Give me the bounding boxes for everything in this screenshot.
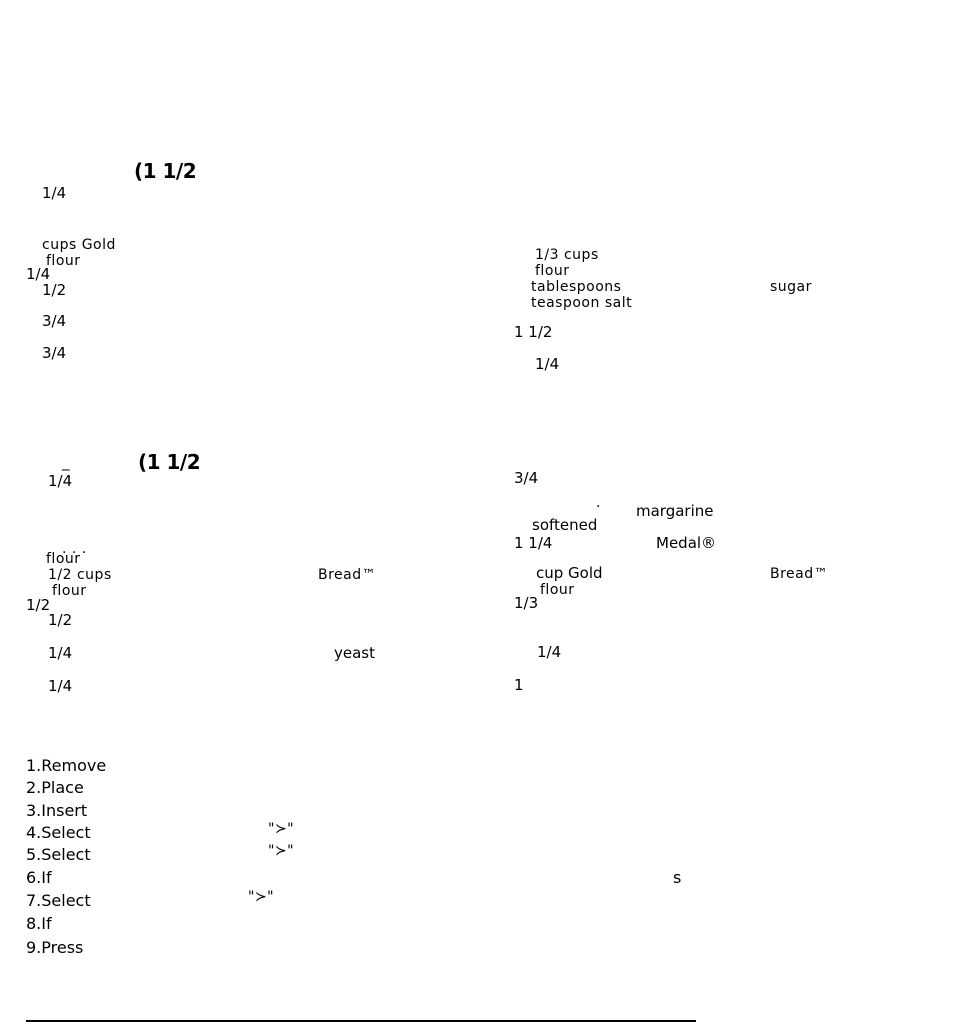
step-5: 5.Select	[26, 845, 91, 864]
loaf-2-third: 1/3	[514, 594, 539, 612]
loaf-2-bread-name: Bread™	[318, 567, 377, 583]
loaf-1-sugar-line-1: tablespoons	[531, 279, 622, 295]
loaf-1-yeast-amount: 3/4	[42, 344, 67, 362]
loaf-2-one: 1	[514, 676, 524, 694]
loaf-1-size: (1 1/2	[134, 159, 197, 183]
loaf-1-flour-line-2: flour	[46, 253, 81, 269]
loaf-1-water-amount: 1/4	[42, 184, 67, 202]
loaf-2-flour: flour	[46, 551, 81, 567]
step-4: 4.Select	[26, 823, 91, 842]
loaf-2-oil-amount: 1/2	[48, 611, 73, 629]
loaf-2-softened: softened	[532, 516, 598, 534]
loaf-2-medal-name: Medal®	[656, 534, 717, 552]
loaf-1-sugar-amount: 3/4	[42, 312, 67, 330]
step-7-symbol: "≻"	[248, 889, 275, 905]
loaf-2-yeast-amount: 1/4	[48, 644, 73, 662]
loaf-2-dots: . . .	[62, 541, 87, 557]
loaf-2-medal-amount: 1 1/4	[514, 534, 553, 552]
loaf-2-dash: _	[62, 453, 70, 471]
loaf-1-bread-flour-line-2: flour	[535, 263, 570, 279]
loaf-1-flour-line-1: cups Gold	[42, 237, 116, 253]
loaf-2-butter-amount: 3/4	[514, 469, 539, 487]
loaf-1-salt: teaspoon salt	[531, 295, 633, 311]
loaf-2-last-amount: 1/4	[48, 677, 73, 695]
loaf-1-oil-amount: 1/2	[42, 281, 67, 299]
step-6: 6.If	[26, 868, 52, 887]
step-6-letter: s	[673, 868, 682, 887]
loaf-2-quarter: 1/4	[537, 643, 562, 661]
step-2: 2.Place	[26, 778, 84, 797]
loaf-1-amount-2: 1/4	[535, 355, 560, 373]
loaf-2-fraction: 1/2	[26, 596, 51, 614]
step-8: 8.If	[26, 914, 52, 933]
loaf-2-size: (1 1/2	[138, 450, 201, 474]
loaf-2-margarine: margarine	[636, 502, 714, 520]
loaf-2-water-amount: 1/4	[48, 472, 73, 490]
step-1: 1.Remove	[26, 756, 107, 775]
loaf-2-bread-amount: 1/2 cups	[48, 567, 112, 583]
step-3: 3.Insert	[26, 801, 88, 820]
loaf-2-yeast-word: yeast	[334, 644, 375, 662]
loaf-1-bread-flour-line-1: 1/3 cups	[535, 247, 599, 263]
footer-rule	[26, 1020, 696, 1022]
loaf-2-gold-bread: Bread™	[770, 566, 829, 582]
step-5-symbol: "≻"	[268, 843, 295, 859]
step-7: 7.Select	[26, 891, 91, 910]
loaf-2-gold-flour: flour	[540, 582, 575, 598]
loaf-1-sugar-line-2: sugar	[770, 279, 812, 295]
loaf-2-bread-flour: flour	[52, 583, 87, 599]
loaf-1-fraction: 1/4	[26, 265, 51, 283]
loaf-1-amount-1: 1 1/2	[514, 323, 553, 341]
loaf-2-gold-amount: cup Gold	[536, 564, 603, 582]
step-4-symbol: "≻"	[268, 821, 295, 837]
step-9: 9.Press	[26, 938, 84, 957]
loaf-2-dot: .	[596, 495, 601, 511]
